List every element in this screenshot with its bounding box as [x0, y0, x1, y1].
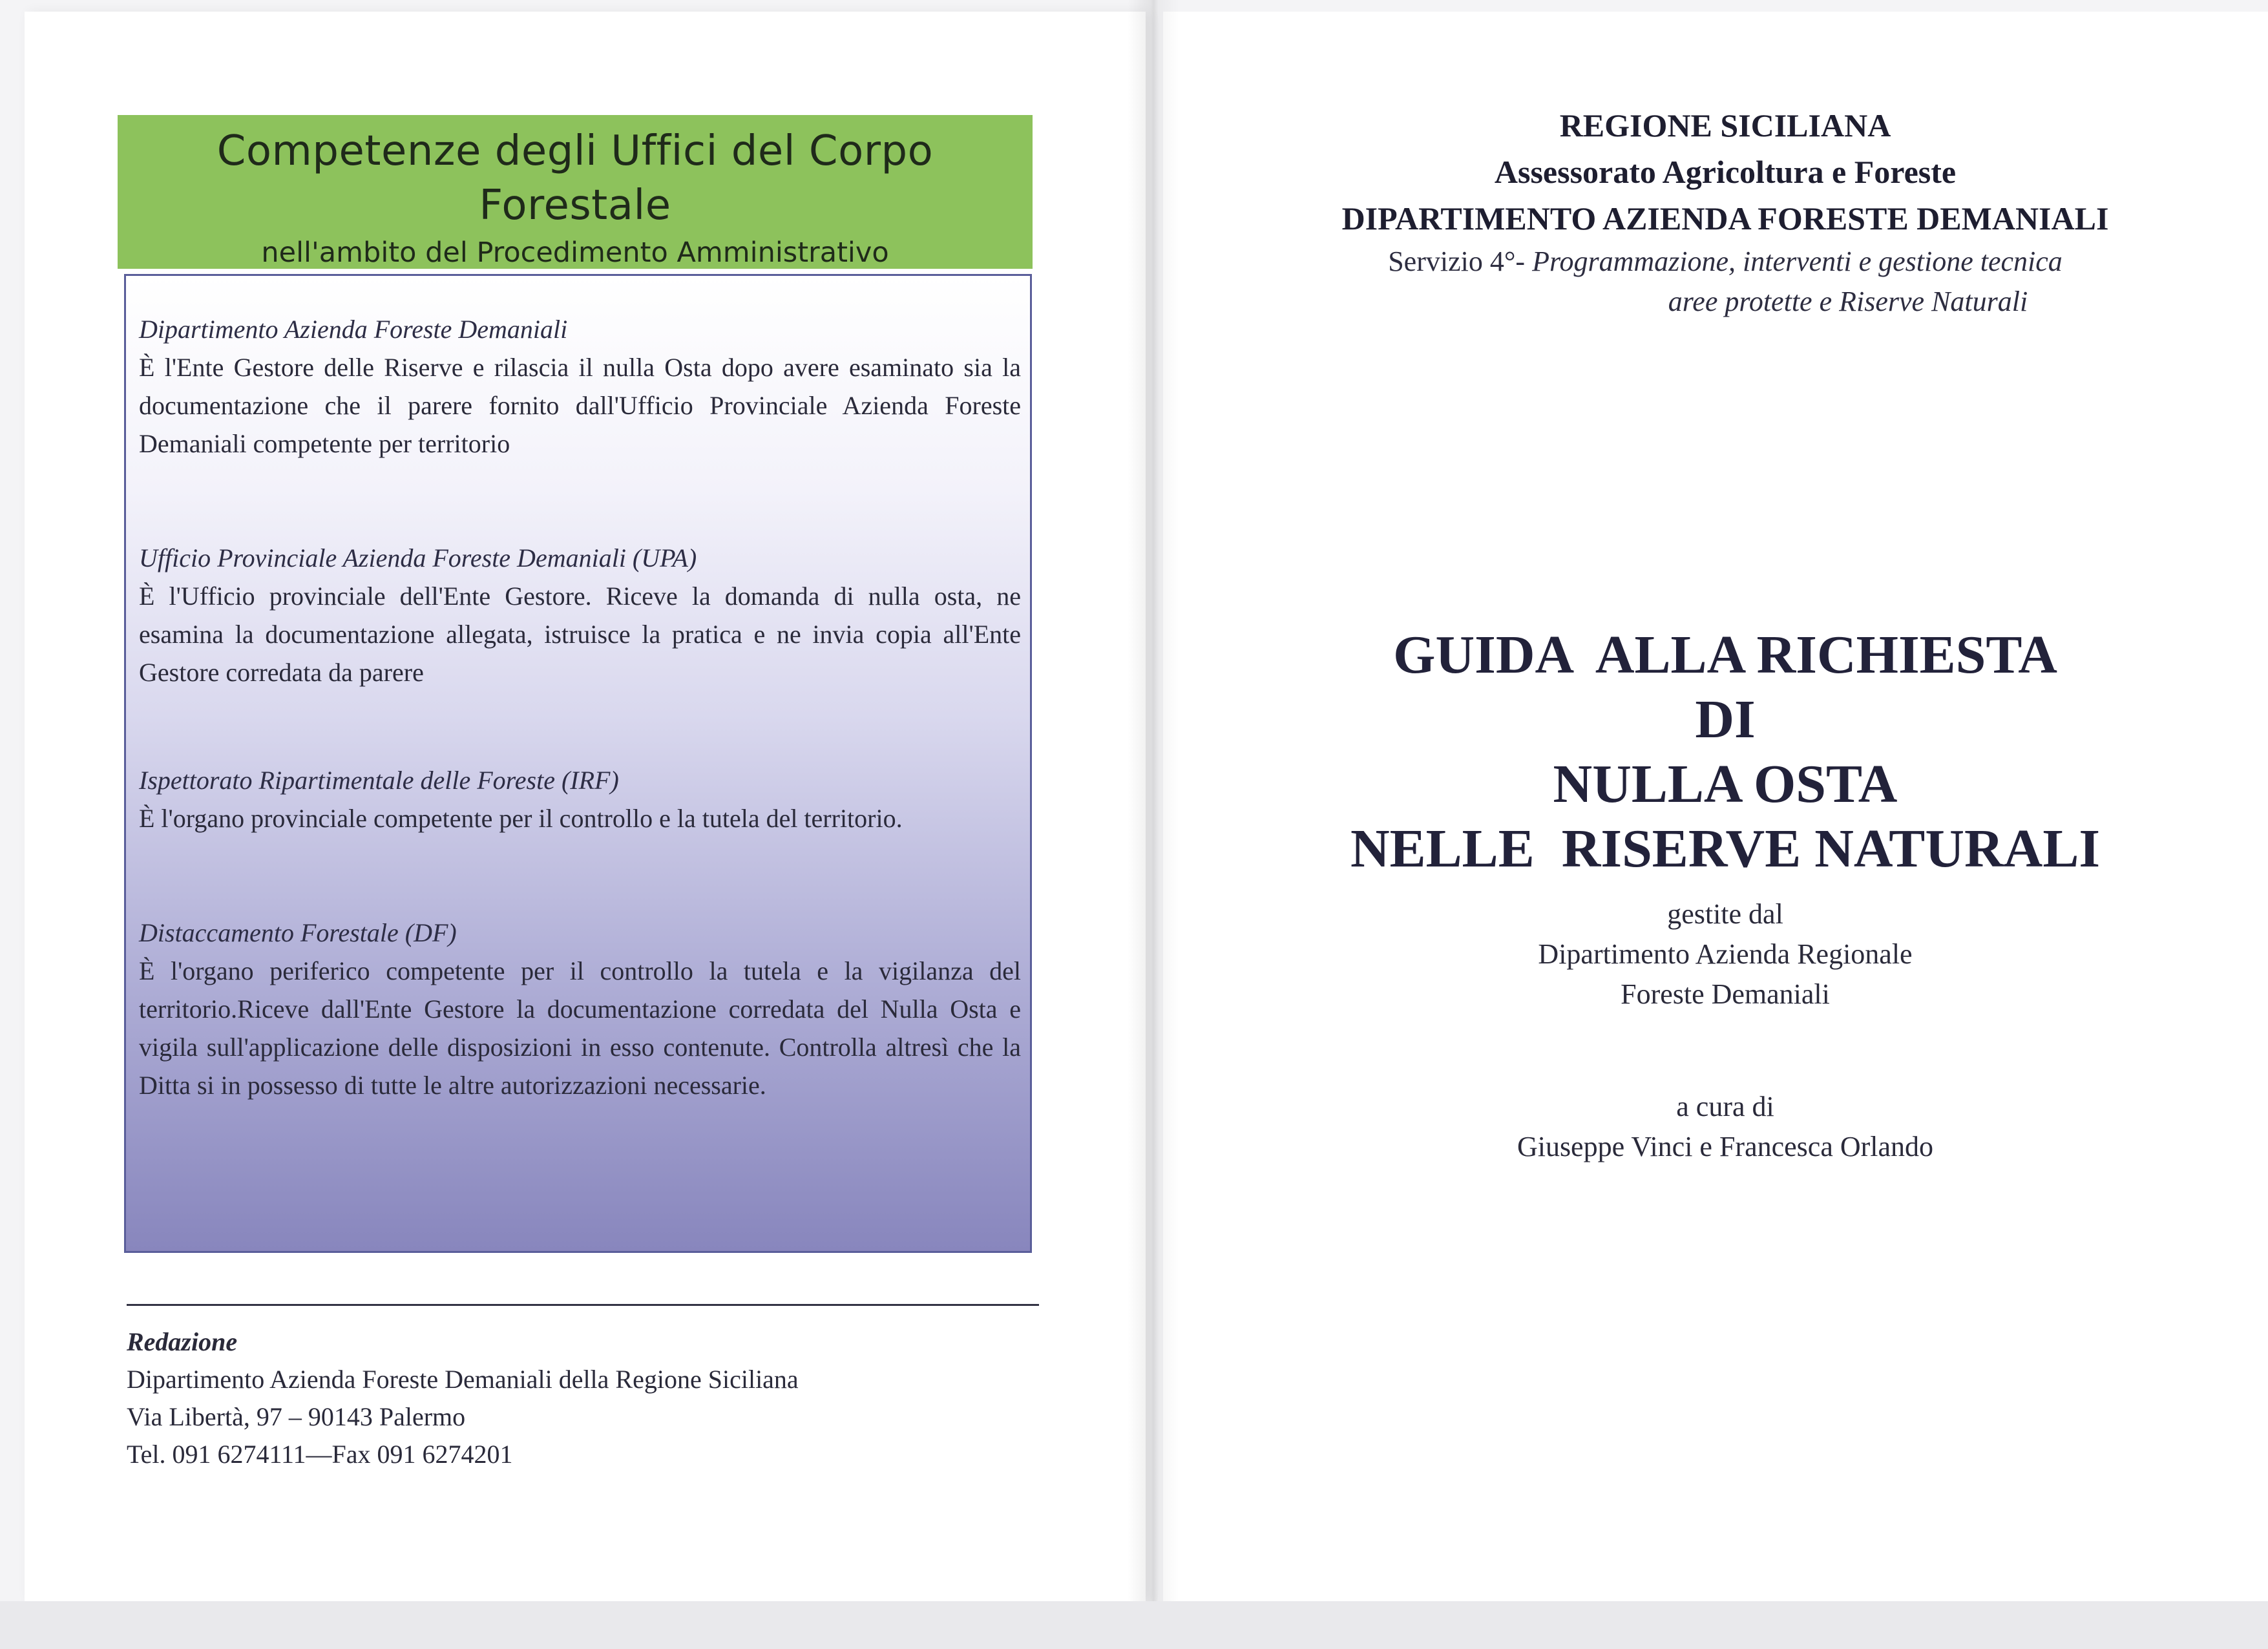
section-body: È l'Ente Gestore delle Riserve e rilascia il nulla Osta dopo avere esaminato sia la documentazione che il parere fornito dall'Ufficio Provinciale Azienda Foreste Demaniali competente per territorio	[139, 353, 1021, 458]
redazione-block	[127, 1323, 1039, 1473]
redazione-line1: Dipartimento Azienda Foreste Demaniali della Regione Siciliana	[127, 1365, 799, 1394]
header-assessorato: Assessorato Agricoltura e Foreste	[1494, 154, 1957, 190]
institution-header	[1215, 102, 2236, 322]
editors-label: a cura di	[1676, 1091, 1774, 1122]
redazione-address: Via Libertà, 97 – 90143 Palermo	[127, 1402, 466, 1431]
book-gutter	[1128, 0, 1179, 1649]
header-servizio-line2: aree protette e Riserve Naturali	[1668, 286, 2028, 317]
redazione-phone: Tel. 091 6274111—Fax 091 6274201	[127, 1440, 513, 1469]
competenze-header-box	[118, 115, 1033, 269]
servizio-number: Servizio 4°-	[1388, 246, 1533, 277]
section-upa	[139, 540, 1021, 691]
managed-by	[1215, 894, 2236, 1014]
guide-title-line1: GUIDA ALLA RICHIESTA	[1393, 625, 2057, 685]
redazione-divider	[127, 1304, 1039, 1306]
section-title: Ufficio Provinciale Azienda Foreste Demaniali (UPA)	[139, 543, 697, 572]
guide-title	[1215, 623, 2236, 881]
editors-names: Giuseppe Vinci e Francesca Orlando	[1517, 1131, 1934, 1162]
header-region: REGIONE SICILIANA	[1559, 107, 1891, 143]
guide-title-line3: NULLA OSTA	[1553, 754, 1898, 814]
header-dipartimento: DIPARTIMENTO AZIENDA FORESTE DEMANIALI	[1341, 200, 2109, 236]
section-df	[139, 914, 1021, 1104]
guide-title-line4: NELLE RISERVE NATURALI	[1350, 819, 2101, 879]
editors	[1215, 1087, 2236, 1167]
competenze-subtitle-line1: nell'ambito del Procedimento Amministrativo	[261, 236, 889, 269]
managed-by-line2: Dipartimento Azienda Regionale	[1538, 938, 1913, 970]
section-body: È l'organo periferico competente per il controllo la tutela e la vigilanza del territorio.Riceve dall'Ente Gestore la documentazione corredata del Nulla Osta e vigila sull'applicazione delle disposizioni in esso contenute. Controlla altresì che la Ditta si in possesso di tutte le altre autorizzazioni necessarie.	[139, 956, 1021, 1100]
scan-bottom-edge	[0, 1601, 2268, 1649]
section-title: Dipartimento Azienda Foreste Demaniali	[139, 315, 568, 344]
section-title: Ispettorato Ripartimentale delle Foreste (IRF)	[139, 766, 619, 795]
section-body: È l'Ufficio provinciale dell'Ente Gestore. Riceve la domanda di nulla osta, ne esamina la documentazione allegata, istruisce la pratica e ne invia copia all'Ente Gestore corredata da parere	[139, 582, 1021, 687]
section-dipartimento	[139, 311, 1021, 463]
competenze-content-box	[124, 274, 1032, 1253]
competenze-title: Competenze degli Uffici del Corpo Forestale	[216, 127, 934, 229]
guide-title-line2: DI	[1695, 689, 1756, 750]
managed-by-line1: gestite dal	[1667, 898, 1783, 930]
section-irf	[139, 762, 1021, 837]
section-title: Distaccamento Forestale (DF)	[139, 918, 457, 947]
managed-by-line3: Foreste Demaniali	[1621, 978, 1830, 1010]
redazione-title: Redazione	[127, 1327, 238, 1356]
section-body: È l'organo provinciale competente per il controllo e la tutela del territorio.	[139, 804, 903, 833]
header-servizio	[1215, 242, 2236, 282]
servizio-description: Programmazione, interventi e gestione tecnica	[1532, 246, 2063, 277]
